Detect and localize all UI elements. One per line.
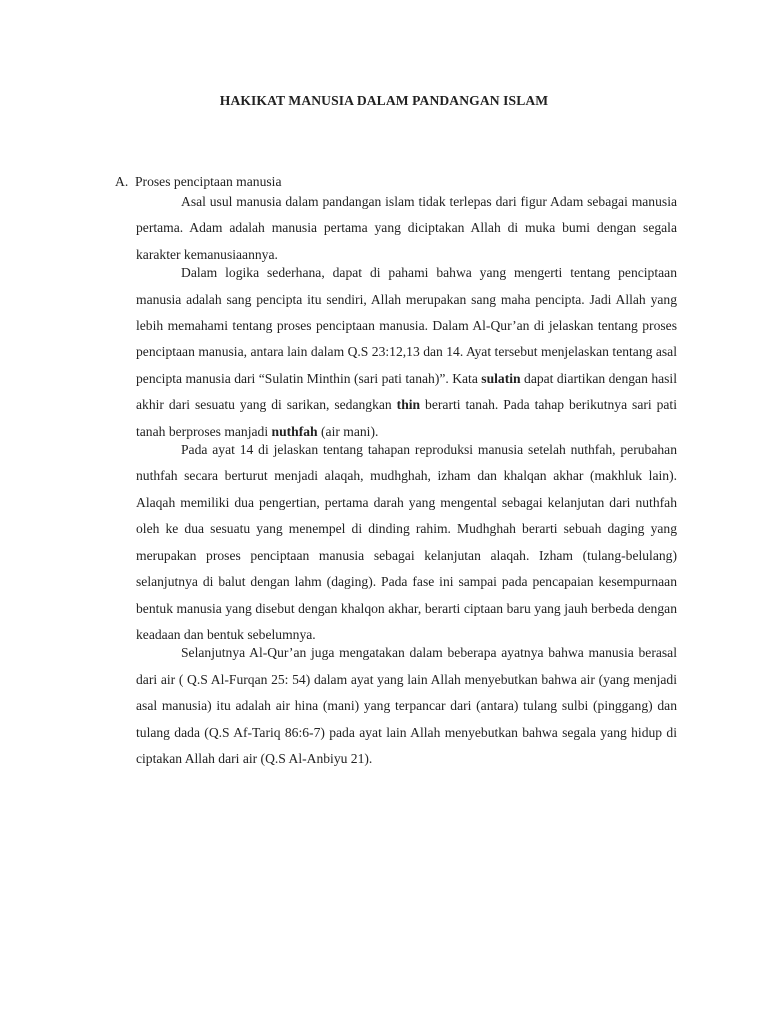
section-marker: A.: [115, 174, 129, 189]
paragraph-2: [136, 260, 677, 445]
paragraph-2-text-a: Dalam logika sederhana, dapat di pahami bahwa yang mengerti tentang penciptaan manusia adalah sang pencipta itu sendiri, Allah merupakan sang maha pencipta. Jadi Allah yang lebih memahami tentang proses penciptaan manusia. Dalam Al-Qur’an di jelaskan tentang proses penciptaan manusia, antara lain dalam Q.S 23:12,13 dan 14. Ayat tersebut menjelaskan tentang asal pencipta manusia dari “Sulatin Minthin (sari pati tanah)”. Kata: [136, 265, 677, 386]
document-body: [136, 189, 677, 772]
paragraph-2-text-c: berarti tanah. Pada tahap berikutnya sari pati tanah berproses manjadi: [136, 397, 677, 439]
paragraph-4: Selanjutnya Al-Qur’an juga mengatakan dalam beberapa ayatnya bahwa manusia berasal dari air ( Q.S Al-Furqan 25: 54) dalam ayat yang lain Allah menyebutkan bahwa air (yang menjadi asal manusia) itu adalah air hina (mani) yang terpancar dari (antara) tulang sulbi (pinggang) dan tulang dada (Q.S Af-Tariq 86:6-7) pada ayat lain Allah menyebutkan bahwa segala yang hidup di ciptakan Allah dari air (Q.S Al-Anbiyu 21).: [136, 645, 677, 766]
paragraph-1: Asal usul manusia dalam pandangan islam tidak terlepas dari figur Adam sebagai manusia pertama. Adam adalah manusia pertama yang diciptakan Allah di muka bumi dengan segala karakter kemanusiaannya.: [136, 194, 677, 262]
term-thin: thin: [396, 397, 421, 413]
term-sulatin: sulatin: [481, 370, 521, 386]
term-nuthfah: nuthfah: [271, 423, 318, 439]
paragraph-3: Pada ayat 14 di jelaskan tentang tahapan reproduksi manusia setelah nuthfah, perubahan nuthfah secara berturut menjadi alaqah, mudhghah, izham dan khalqan akhar (makhluk lain). Alaqah memiliki dua pengertian, pertama darah yang mengental sebagai kelanjutan dari nuthfah oleh ke dua sesuatu yang menempel di dinding rahim. Mudhghah berarti sebuah daging yang merupakan proses penciptaan manusia sebagai kelanjutan alaqah. Izham (tulang-belulang) selanjutnya di balut dengan lahm (daging). Pada fase ini sampai pada pencapaian kesempurnaan bentuk manusia yang disebut dengan khalqon akhar, berarti ciptaan baru yang jauh berbeda dengan keadaan dan bentuk sebelumnya.: [136, 442, 677, 642]
paragraph-2-text-b: dapat diartikan dengan hasil akhir dari sesuatu yang di sarikan, sedangkan: [136, 370, 677, 413]
section-heading-text: Proses penciptaan manusia: [135, 174, 282, 189]
document-title: HAKIKAT MANUSIA DALAM PANDANGAN ISLAM: [219, 93, 549, 108]
paragraph-2-text-d: (air mani).: [317, 423, 379, 439]
